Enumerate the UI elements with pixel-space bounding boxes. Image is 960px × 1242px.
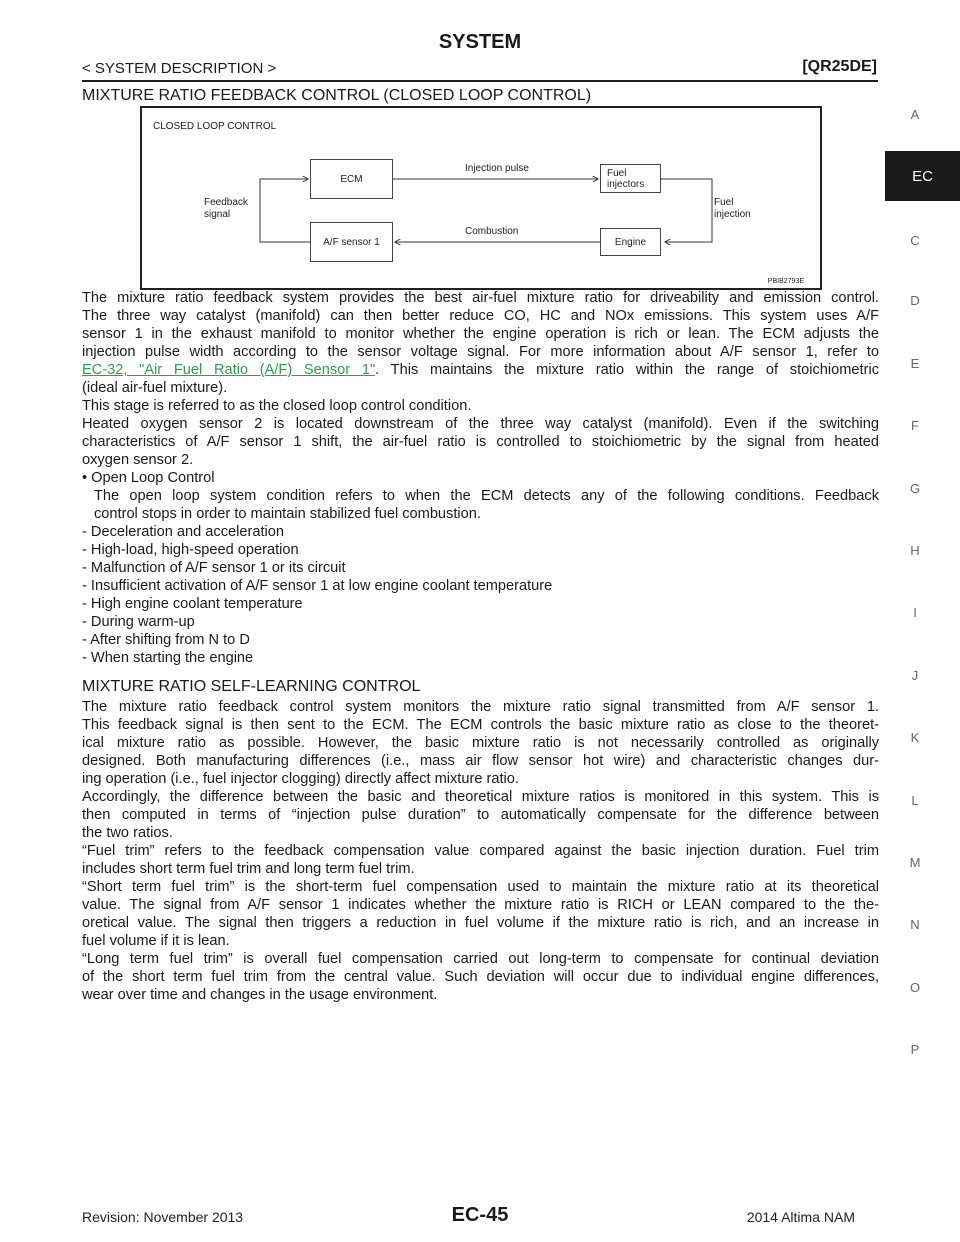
index-tab-ec-label: EC [912, 167, 933, 185]
page-title: SYSTEM [438, 31, 522, 53]
list-item: - Deceleration and acceleration [82, 524, 284, 540]
text-line: fuel volume if it is lean. [82, 933, 230, 949]
closed-loop-diagram [140, 106, 822, 290]
paragraph-feedback-system [82, 289, 879, 667]
text-line: The mixture ratio feedback system provides the best air-fuel mixture ratio for driveability and emission control. [82, 290, 879, 306]
text-line: of the short term fuel trim from the central value. Such deviation will occur due to individual engine differences, [82, 969, 879, 985]
text-line: The three way catalyst (manifold) can then better reduce CO, HC and NOx emissions. This system uses A/F [82, 308, 879, 324]
index-tab-h[interactable]: H [910, 543, 920, 558]
text-line: “Fuel trim” refers to the feedback compensation value compared against the basic injection duration. Fuel trim [82, 843, 879, 859]
engine-box [600, 228, 661, 256]
page-number: EC-45 [451, 1204, 509, 1226]
paragraph-closed-loop-condition: This stage is referred to as the closed loop control condition. [82, 398, 472, 414]
text-line: wear over time and changes in the usage environment. [82, 987, 438, 1003]
feedback-label-2: signal [204, 209, 231, 220]
index-tab-c[interactable]: C [910, 233, 920, 248]
feedback-signal-label [204, 197, 248, 221]
paragraph-self-learning [82, 698, 879, 1004]
af-sensor-label: A/F sensor 1 [323, 236, 380, 248]
index-tab-e[interactable]: E [910, 356, 920, 371]
text-line: sensor 1 in the exhaust manifold to monitor whether the engine operation is rich or lean. The ECM adjusts the [82, 326, 879, 342]
index-tab-a[interactable]: A [910, 107, 920, 122]
index-tab-m[interactable]: M [909, 855, 921, 870]
fuel-injection-label [714, 197, 751, 221]
figure-code: PBIB2793E [767, 278, 804, 285]
index-tab-g[interactable]: G [909, 481, 921, 496]
index-tab-j[interactable]: J [911, 668, 919, 683]
text-line: “Long term fuel trim” is overall fuel compensation carried out long-term to compensate for continual deviation [82, 951, 879, 967]
text-line: (ideal air-fuel mixture). [82, 380, 228, 396]
header-rule [82, 80, 878, 82]
text-line: characteristics of A/F sensor 1 shift, the air-fuel ratio is controlled to stoichiometric by the signal from heated [82, 434, 879, 450]
af-sensor-box [310, 222, 393, 262]
feedback-label-1: Feedback [204, 197, 248, 208]
feedback-signal-arrow [260, 179, 310, 242]
text-line: control stops in order to maintain stabilized fuel combustion. [94, 506, 481, 522]
fuel-injection-label-1: Fuel [714, 197, 734, 208]
index-tab-ec-active[interactable] [885, 151, 960, 201]
text-line: designed. Both manufacturing differences (i.e., mass air flow sensor hot wire) and characteristic changes dur- [82, 753, 879, 769]
list-item: - High-load, high-speed operation [82, 542, 299, 558]
text-line: oretical value. The signal then triggers a reduction in fuel volume if the mixture ratio is rich, and an increase in [82, 915, 879, 931]
text-line: ical mixture ratio as possible. However, the basic mixture ratio is not necessarily controlled as originally [82, 735, 879, 751]
text-line: Accordingly, the difference between the basic and theoretical mixture ratios is monitored in this system. This is [82, 789, 879, 805]
index-tab-d[interactable]: D [910, 293, 920, 308]
index-tab-k[interactable]: K [910, 730, 920, 745]
index-tab-l[interactable]: L [911, 793, 919, 808]
text-line-with-link [82, 361, 879, 379]
list-item: - Insufficient activation of A/F sensor 1 at low engine coolant temperature [82, 578, 553, 594]
fuel-injectors-label-1: Fuel [607, 168, 627, 179]
index-tab-o[interactable]: O [909, 980, 921, 995]
list-item: - Malfunction of A/F sensor 1 or its circuit [82, 560, 346, 576]
section-heading-self-learning: MIXTURE RATIO SELF-LEARNING CONTROL [82, 678, 421, 695]
combustion-label: Combustion [465, 226, 519, 237]
engine-label: Engine [614, 236, 647, 248]
list-item: - During warm-up [82, 614, 195, 630]
text-span: . This maintains the mixture ratio within the range of stoichiometric [375, 362, 879, 378]
fuel-injectors-label-2: injectors [607, 179, 645, 190]
ref-link-af-sensor[interactable]: EC-32, "Air Fuel Ratio (A/F) Sensor 1" [82, 362, 376, 378]
injection-pulse-label: Injection pulse [465, 163, 529, 174]
list-item: - When starting the engine [82, 650, 254, 666]
text-line: “Short term fuel trim” is the short-term fuel compensation used to maintain the mixture ratio at its theoretical [82, 879, 879, 895]
text-line: injection pulse width according to the sensor voltage signal. For more information about A/F sensor 1, refer to [82, 344, 879, 360]
text-line: ing operation (i.e., fuel injector clogging) directly affect mixture ratio. [82, 771, 519, 787]
text-line: oxygen sensor 2. [82, 452, 194, 468]
section-label: < SYSTEM DESCRIPTION > [82, 60, 277, 77]
list-item: - High engine coolant temperature [82, 596, 303, 612]
model-label: 2014 Altima NAM [746, 1209, 855, 1225]
ecm-box [310, 159, 393, 199]
text-line: The open loop system condition refers to when the ECM detects any of the following conditions. Feedback [94, 488, 879, 504]
fuel-injection-label-2: injection [714, 209, 751, 220]
open-loop-title: • Open Loop Control [82, 470, 215, 486]
text-line: value. The signal from A/F sensor 1 indicates whether the mixture ratio is RICH or LEAN compared to the the- [82, 897, 879, 913]
fuel-injectors-box [600, 164, 661, 193]
text-line: Heated oxygen sensor 2 is located downstream of the three way catalyst (manifold). Even if the switching [82, 416, 879, 432]
text-line: includes short term fuel trim and long term fuel trim. [82, 861, 415, 877]
revision-date: Revision: November 2013 [82, 1209, 244, 1225]
fuel-injection-arrow [661, 179, 712, 242]
section-heading-closed-loop: MIXTURE RATIO FEEDBACK CONTROL (CLOSED LOOP CONTROL) [82, 87, 592, 104]
index-tab-i[interactable]: I [913, 605, 917, 620]
ecm-label: ECM [340, 173, 363, 185]
index-tab-n[interactable]: N [910, 917, 920, 932]
text-line: The mixture ratio feedback control system monitors the mixture ratio signal transmitted from A/F sensor 1. [82, 699, 879, 715]
list-item: - After shifting from N to D [82, 632, 250, 648]
index-tab-f[interactable]: F [911, 418, 919, 433]
text-line: then computed in terms of “injection pulse duration” to automatically compensate for the difference between [82, 807, 879, 823]
text-line: This feedback signal is then sent to the ECM. The ECM controls the basic mixture ratio as close to the theoret- [82, 717, 879, 733]
engine-code: [QR25DE] [802, 58, 877, 75]
index-tab-p[interactable]: P [910, 1042, 920, 1057]
diagram-title: CLOSED LOOP CONTROL [153, 121, 277, 132]
text-line: the two ratios. [82, 825, 173, 841]
